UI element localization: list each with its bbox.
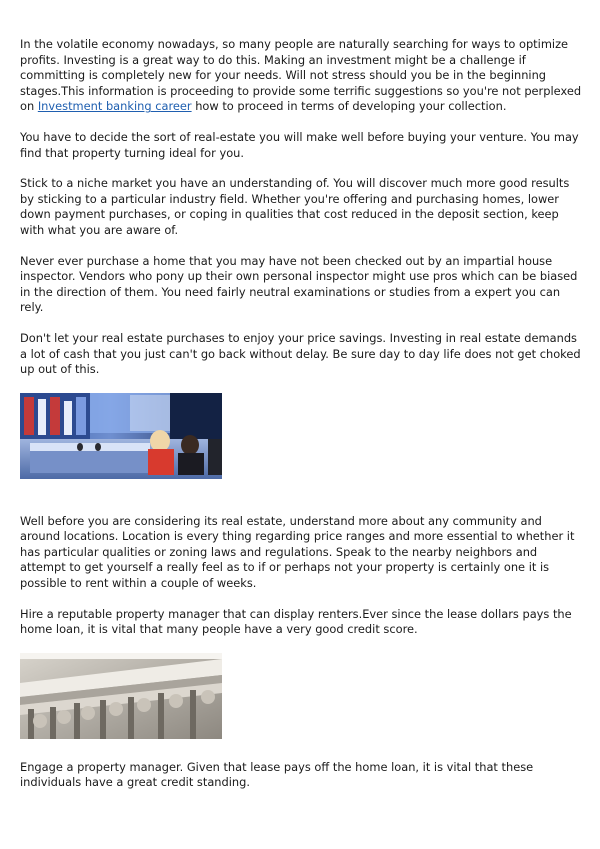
paragraph-intro-text-start: In the volatile economy nowadays, so many people are naturally searching for ways to optimize profits. Investing is a great way to do this. Making an investment might be a challenge if committing is completely new for your needs. Will not stress should you be in the beginning stages.This information is proceeding to provide some terrific suggestions so you're not perplexed on xyxy=(20,37,582,114)
paragraph-property-manager-hire: Hire a reputable property manager that can display renters.Ever since the lease dollars pays the home loan, it is vital that many people have a very good credit score. xyxy=(20,606,572,637)
paragraph-niche-market: Stick to a niche market you have an understanding of. You will discover much more good results by sticking to a particular industry field. Whether you're offering and purchasing homes, lower down payment purchases, or coping in qualities that cost reduced in the deposit section, keep with what you are aware of. xyxy=(20,176,570,237)
investment-banking-career-link[interactable]: Investment banking career xyxy=(37,99,192,114)
article-body xyxy=(20,37,582,806)
paragraph-community: Well before you are considering its real estate, understand more about any community and around locations. Location is every thing regarding price ranges and more essential to whether it has particular qualities or zoning laws and regulations. Speak to the nearby neighbors and attempt to get yourself a really feel as to if or perhaps not your property is certainly one it is possible to rent within a couple of weeks. xyxy=(20,513,575,591)
paragraph-price-savings: Don't let your real estate purchases to enjoy your price savings. Investing in real estate demands a lot of cash that you just can't go back without delay. Be sure day to day life does not get choked up out of this. xyxy=(20,330,581,377)
paragraph-property-manager-engage: Engage a property manager. Given that lease pays off the home loan, it is vital that these individuals have a great credit standing. xyxy=(20,759,534,790)
paragraph-intro-text-end: how to proceed in terms of developing your collection. xyxy=(191,99,507,114)
tv-studio-photo-graphic xyxy=(20,393,222,479)
tv-studio-photo xyxy=(20,393,222,479)
paragraph-property-type: You have to decide the sort of real-estate you will make well before buying your venture. You may find that property turning ideal for you. xyxy=(20,129,579,160)
stock-exchange-facade-graphic xyxy=(20,653,222,739)
stock-exchange-facade-photo xyxy=(20,653,222,739)
paragraph-house-inspector: Never ever purchase a home that you may have not been checked out by an impartial house inspector. Vendors who pony up their own personal inspector might use pros which can be biased in the direction of them. You need fairly neutral examinations or studies from a expert you can rely. xyxy=(20,253,578,315)
paragraph-intro xyxy=(20,37,582,115)
